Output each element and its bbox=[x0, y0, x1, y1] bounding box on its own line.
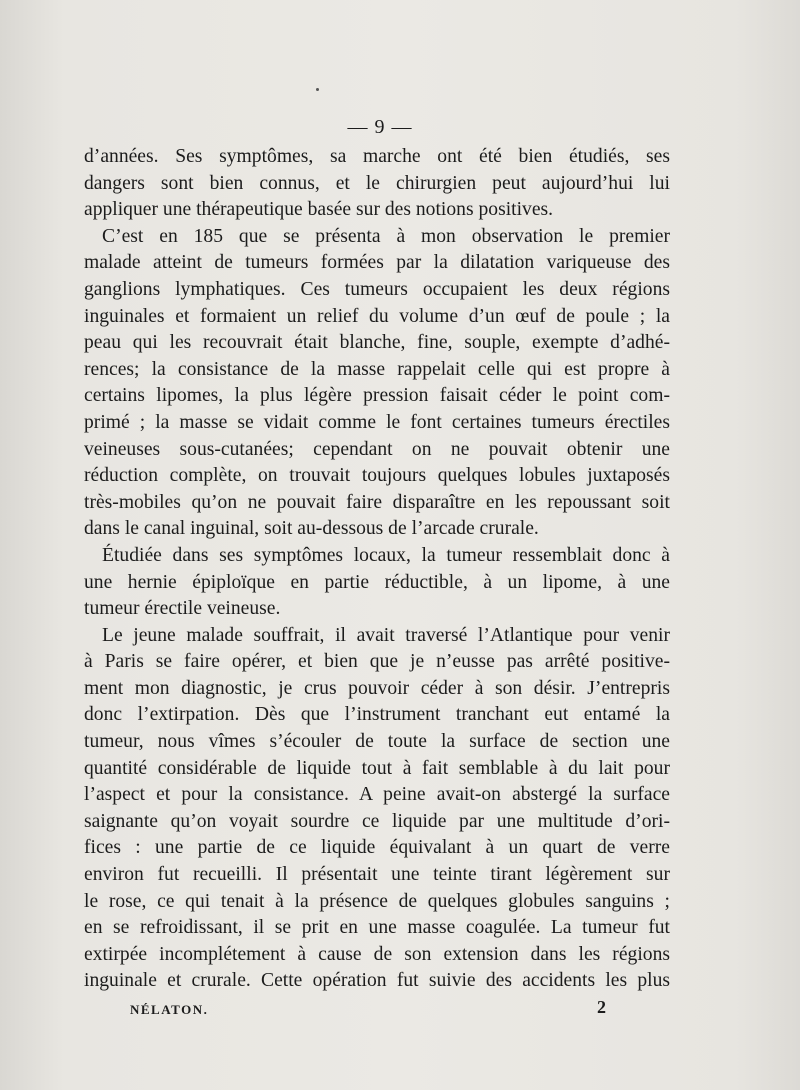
text-line: ment mon diagnostic, je crus pouvoir céder à son désir. J’entrepris bbox=[84, 677, 670, 699]
paragraph-1 bbox=[84, 144, 670, 224]
text-line: très-mobiles qu’on ne pouvait faire disparaître en les repoussant soit bbox=[84, 491, 670, 513]
text-line: C’est en 185 que se présenta à mon observation le premier bbox=[102, 225, 670, 247]
text-line: Étudiée dans ses symptômes locaux, la tumeur ressemblait donc à bbox=[102, 544, 670, 566]
text-line: environ fut recueilli. Il présentait une teinte tirant légèrement sur bbox=[84, 864, 670, 886]
text-line: primé ; la masse se vidait comme le font certaines tumeurs érectiles bbox=[84, 411, 670, 433]
text-line: donc l’extirpation. Dès que l’instrument tranchant eut entamé la bbox=[84, 704, 670, 726]
text-line: ganglions lymphatiques. Ces tumeurs occupaient les deux régions bbox=[84, 278, 670, 300]
text-line: d’années. Ses symptômes, sa marche ont été bien étudiés, ses bbox=[84, 146, 670, 167]
text-line: en se refroidissant, il se prit en une masse coagulée. La tumeur fut bbox=[84, 917, 670, 939]
text-line: tumeur, nous vîmes s’écouler de toute la surface de section une bbox=[84, 731, 670, 753]
footer-sheet-number: 2 bbox=[597, 997, 606, 1017]
text-line: dans le canal inguinal, soit au-dessous de l’arcade crurale. bbox=[84, 518, 539, 540]
text-line: tumeur érectile veineuse. bbox=[84, 598, 281, 620]
text-line: l’aspect et pour la consistance. A peine avait-on abstergé la surface bbox=[84, 784, 670, 806]
text-line: veineuses sous-cutanées; cependant on ne pouvait obtenir une bbox=[84, 438, 670, 460]
paragraph-4 bbox=[84, 623, 670, 995]
text-line: peau qui les recouvrait était blanche, fine, souple, exempte d’adhé- bbox=[84, 332, 670, 354]
text-line: quantité considérable de liquide tout à fait semblable à du lait pour bbox=[84, 757, 670, 779]
text-line: Le jeune malade souffrait, il avait traversé l’Atlantique pour venir bbox=[102, 624, 670, 646]
text-line: rences; la consistance de la masse rappelait celle qui est propre à bbox=[84, 358, 670, 380]
text-line: inguinales et formaient un relief du volume d’un œuf de poule ; la bbox=[84, 305, 670, 327]
footer-signature: NÉLATON. bbox=[130, 1002, 209, 1017]
text-line: saignante qu’on voyait sourdre ce liquide par une multitude d’ori- bbox=[84, 810, 670, 832]
text-line: à Paris se faire opérer, et bien que je n’eusse pas arrêté positive- bbox=[84, 651, 670, 673]
text-line: certains lipomes, la plus légère pression faisait céder le point com- bbox=[84, 385, 670, 407]
body-text bbox=[84, 144, 670, 995]
text-line: inguinale et crurale. Cette opération fut suivie des accidents les plus bbox=[84, 970, 670, 992]
paragraph-3 bbox=[84, 543, 670, 623]
page-number: — 9 — bbox=[347, 116, 413, 138]
text-line: réduction complète, on trouvait toujours quelques lobules juxtaposés bbox=[84, 465, 670, 487]
text-line: malade atteint de tumeurs formées par la dilatation variqueuse des bbox=[84, 252, 670, 274]
text-line: dangers sont bien connus, et le chirurgien peut aujourd’hui lui bbox=[84, 172, 670, 194]
text-line: le rose, ce qui tenait à la présence de quelques globules sanguins ; bbox=[84, 890, 670, 912]
text-line: fices : une partie de ce liquide équivalant à un quart de verre bbox=[84, 837, 670, 859]
paragraph-2 bbox=[84, 224, 670, 543]
text-line: une hernie épiploïque en partie réductible, à un lipome, à une bbox=[84, 571, 670, 593]
text-line: extirpée incomplétement à cause de son extension dans les régions bbox=[84, 943, 670, 965]
ink-speck bbox=[316, 88, 319, 91]
text-line: appliquer une thérapeutique basée sur des notions positives. bbox=[84, 199, 554, 221]
